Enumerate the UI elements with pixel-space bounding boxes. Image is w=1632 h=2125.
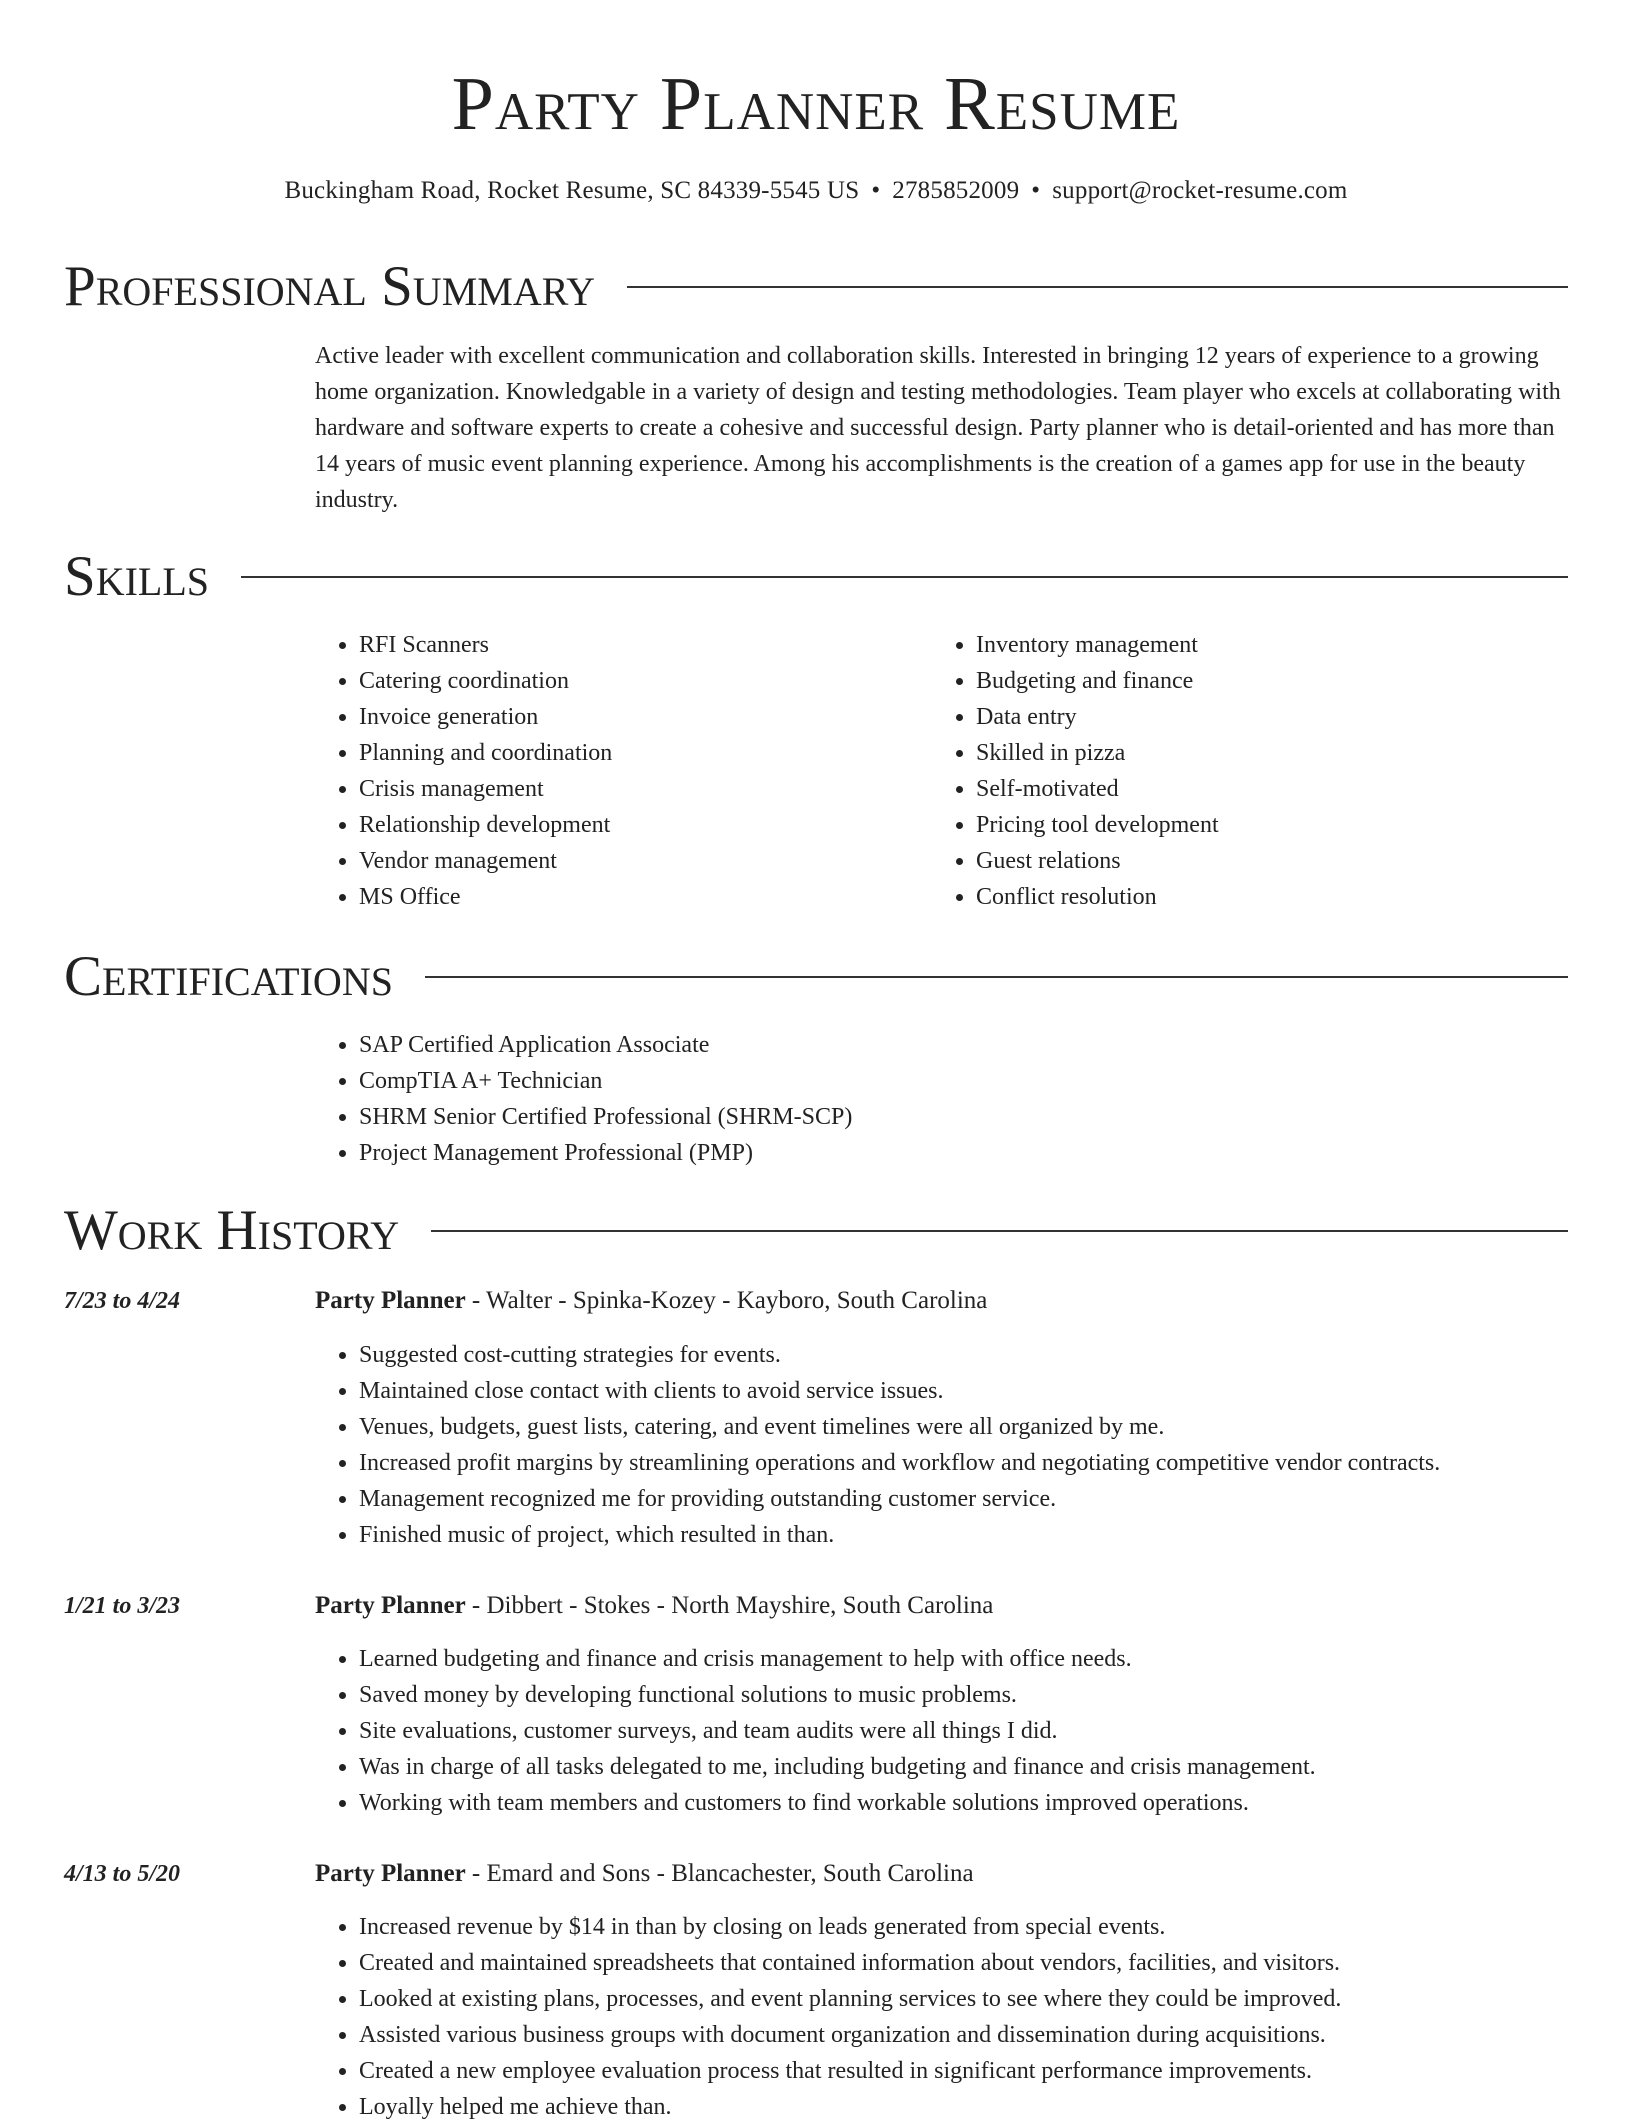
skill-item: • Self-motivated [976,771,1576,807]
job-bullet: • Saved money by developing functional solutions to music problems. [359,1677,1619,1713]
job-role: Party Planner [315,1592,466,1619]
job-dates: 7/23 to 4/24 [64,1288,181,1314]
certification-item: • Project Management Professional (PMP) [359,1135,1559,1171]
job-bullet: • Management recognized me for providing outstanding customer service. [359,1481,1619,1517]
job-bullets [315,1909,1619,2125]
skill-item: • Skilled in pizza [976,735,1576,771]
job-bullet: • Venues, budgets, guest lists, catering, and event timelines were all organized by me. [359,1409,1619,1445]
job-employer: - Dibbert - Stokes - North Mayshire, South Carolina [465,1592,994,1619]
job-title [315,1285,987,1317]
skills-list-right [932,627,1576,915]
job-bullet: • Created and maintained spreadsheets that contained information about vendors, facilities, and visitors. [359,1945,1619,1981]
job-bullet: • Increased profit margins by streamlining operations and workflow and negotiating competitive vendor contracts. [359,1445,1619,1481]
skill-item: • Budgeting and finance [976,663,1576,699]
job-bullet: • Loyally helped me achieve than. [359,2089,1619,2125]
job-dates: 1/21 to 3/23 [64,1593,181,1619]
skill-item: • RFI Scanners [359,627,919,663]
job-bullet: • Increased revenue by $14 in than by closing on leads generated from special events. [359,1909,1619,1945]
job-bullet: • Suggested cost-cutting strategies for events. [359,1337,1619,1373]
skills-section-header [64,542,1568,612]
job-employer: - Walter - Spinka-Kozey - Kayboro, South Carolina [465,1287,988,1314]
certification-item: • SHRM Senior Certified Professional (SHRM-SCP) [359,1099,1559,1135]
summary-section-header [64,252,1568,322]
work-history-heading: Work History [64,1199,400,1262]
job-role: Party Planner [315,1860,466,1887]
contact-email: support@rocket-resume.com [1052,177,1348,204]
skill-item: • Pricing tool development [976,807,1576,843]
job-bullet: • Created a new employee evaluation process that resulted in significant performance improvements. [359,2053,1619,2089]
skill-item: • Conflict resolution [976,879,1576,915]
skill-item: • Inventory management [976,627,1576,663]
summary-paragraph: Active leader with excellent communication and collaboration skills. Interested in bringing 12 years of experience to a growing home organization. Knowledgable in a variety of design and testing methodologies. Team player who excels at collaborating with hardware and software experts to create a cohesive and successful design. Party planner who is detail-oriented and has more than 14 years of music event planning experience. Among his accomplishments is the creation of a games app for use in the beauty industry. [315,343,1561,513]
skill-item: • MS Office [359,879,919,915]
contact-phone: 2785852009 [892,177,1020,204]
certifications-list [315,1027,1559,1171]
section-divider [425,976,1568,978]
job-bullet: • Maintained close contact with clients to avoid service issues. [359,1373,1619,1409]
certification-item: • CompTIA A+ Technician [359,1063,1559,1099]
section-divider [431,1230,1568,1232]
certifications-section-header [64,942,1568,1012]
certifications-heading: Certifications [64,945,393,1008]
job-bullet: • Assisted various business groups with document organization and dissemination during acquisitions. [359,2017,1619,2053]
skill-item: • Crisis management [359,771,919,807]
job-bullets [315,1337,1619,1553]
contact-separator: • [871,177,881,204]
skill-item: • Vendor management [359,843,919,879]
job-title [315,1590,993,1622]
skill-item: • Data entry [976,699,1576,735]
job-bullets [315,1641,1619,1821]
job-title [315,1858,974,1890]
skills-heading: Skills [64,545,210,608]
contact-separator: • [1031,177,1041,204]
skill-item: • Invoice generation [359,699,919,735]
job-bullet: • Finished music of project, which resulted in than. [359,1517,1619,1553]
certification-item: • SAP Certified Application Associate [359,1027,1559,1063]
contact-line [0,176,1632,206]
section-divider [241,576,1568,578]
job-bullet: • Working with team members and customers to find workable solutions improved operations. [359,1785,1619,1821]
skill-item: • Relationship development [359,807,919,843]
job-dates: 4/13 to 5/20 [64,1861,181,1887]
job-bullet: • Looked at existing plans, processes, and event planning services to see where they could be improved. [359,1981,1619,2017]
job-bullet: • Learned budgeting and finance and crisis management to help with office needs. [359,1641,1619,1677]
work-history-section-header [64,1196,1568,1266]
contact-address: Buckingham Road, Rocket Resume, SC 84339-5545 US [284,177,860,204]
job-role: Party Planner [315,1287,466,1314]
job-bullet: • Was in charge of all tasks delegated to me, including budgeting and finance and crisis management. [359,1749,1619,1785]
summary-heading: Professional Summary [64,255,596,318]
job-employer: - Emard and Sons - Blancachester, South Carolina [465,1860,974,1887]
skill-item: • Guest relations [976,843,1576,879]
resume-title: Party Planner Resume [451,62,1181,146]
skill-item: • Planning and coordination [359,735,919,771]
skill-item: • Catering coordination [359,663,919,699]
section-divider [627,286,1568,288]
job-bullet: • Site evaluations, customer surveys, and team audits were all things I did. [359,1713,1619,1749]
skills-list-left [315,627,919,915]
